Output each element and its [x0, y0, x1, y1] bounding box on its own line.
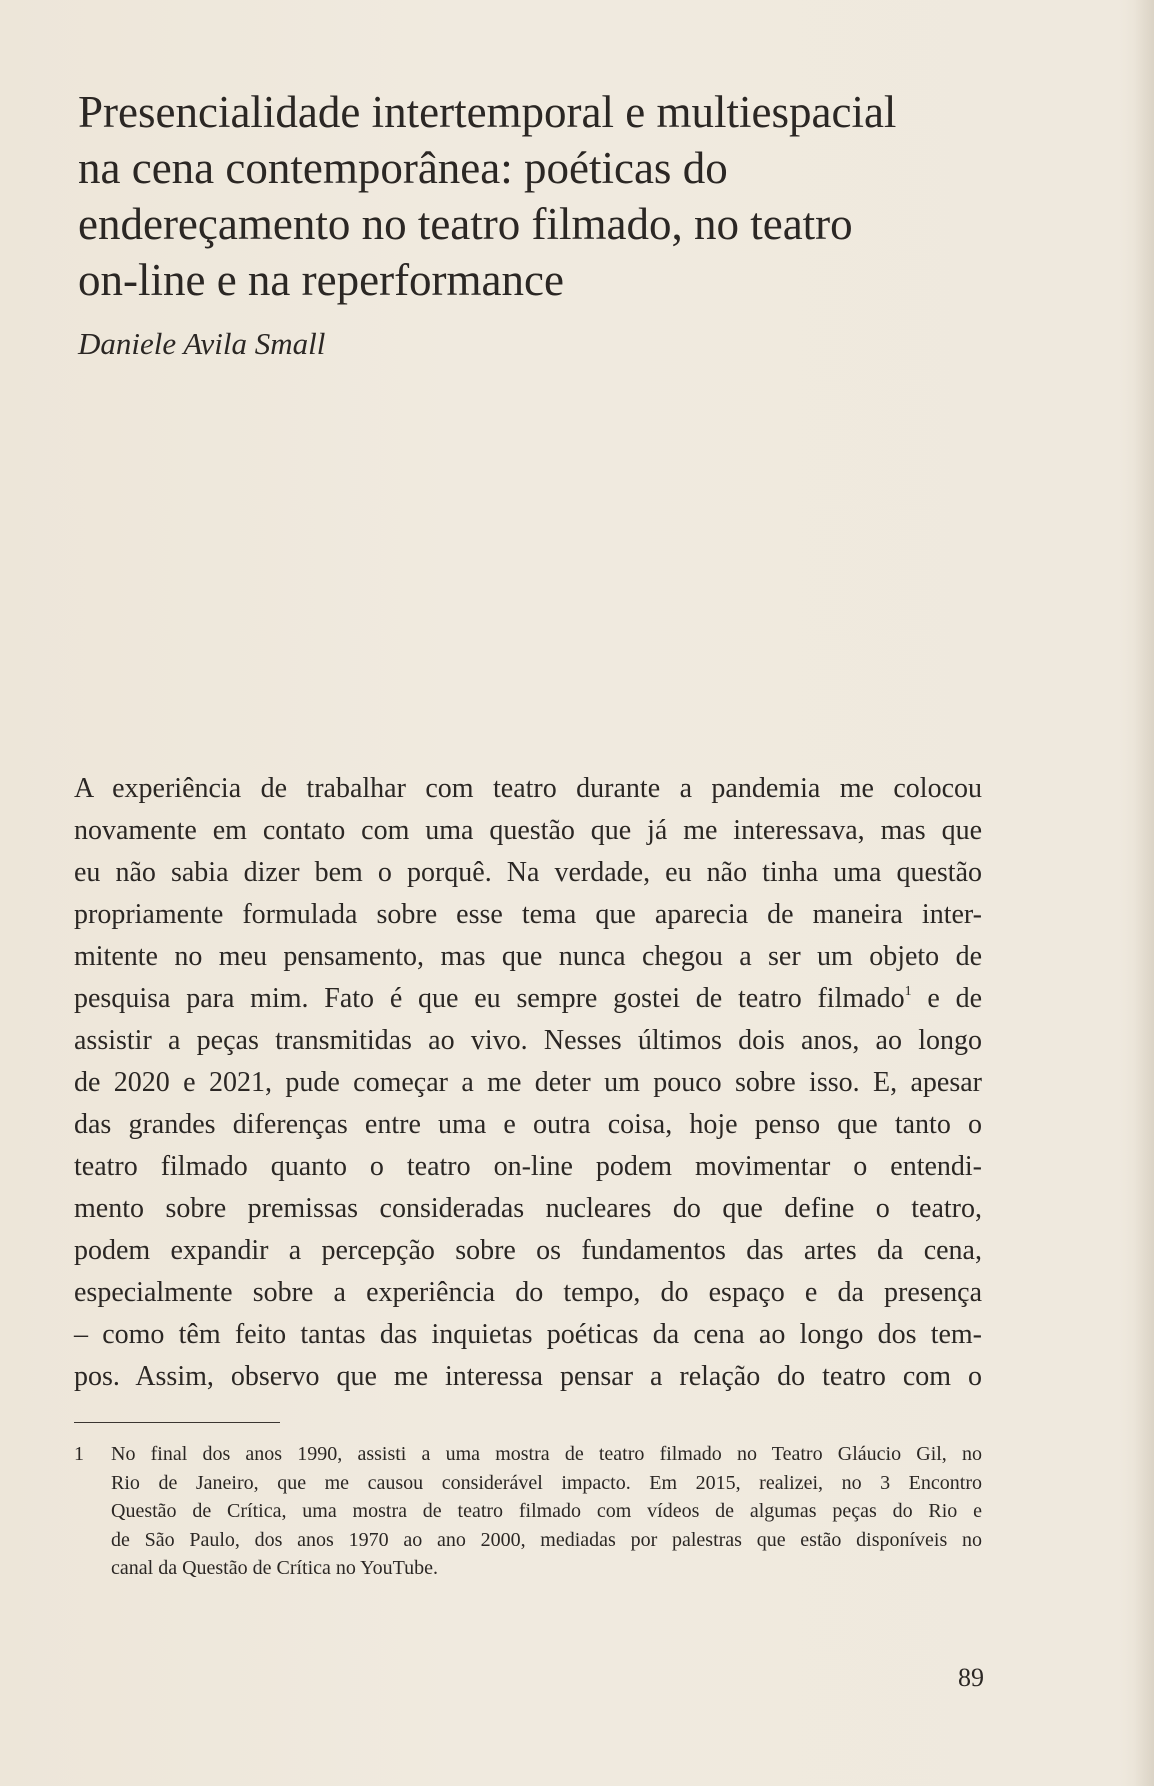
body-line: mitente no meu pensamento, mas que nunca chegou a ser um objeto de: [74, 941, 982, 972]
chapter-title-line: Presencialidade intertemporal e multiespacial: [78, 87, 897, 137]
footnote-line: No final dos anos 1990, assisti a uma mostra de teatro filmado no Teatro Gláucio Gil, no: [111, 1443, 982, 1465]
page-edge-shadow: [1134, 0, 1154, 1786]
body-line: novamente em contato com uma questão que já me interessava, mas que: [74, 815, 982, 846]
author-name: Daniele Avila Small: [78, 326, 326, 361]
footnote-line: Rio de Janeiro, que me causou considerável impacto. Em 2015, realizei, no 3 Encontro: [111, 1471, 982, 1494]
body-line-with-footnote: [74, 978, 982, 1020]
footnote-line: Questão de Crítica, uma mostra de teatro filmado com vídeos de algumas peças do Rio e: [111, 1500, 982, 1522]
footnote-reference[interactable]: 1: [904, 984, 912, 999]
footnote-divider: [74, 1422, 280, 1423]
body-line: mento sobre premissas consideradas nucleares do que define o teatro,: [74, 1193, 982, 1224]
page-number: 89: [958, 1663, 984, 1692]
chapter-title-line: on-line e na reperformance: [78, 255, 564, 305]
body-line-text: pesquisa para mim. Fato é que eu sempre gostei de teatro filmado: [74, 983, 905, 1014]
body-line: eu não sabia dizer bem o porquê. Na verdade, eu não tinha uma questão: [74, 857, 982, 888]
body-line: propriamente formulada sobre esse tema que aparecia de maneira inter-: [74, 899, 982, 930]
chapter-title: [78, 84, 1078, 308]
body-line: pos. Assim, observo que me interessa pensar a relação do teatro com o: [74, 1361, 982, 1392]
body-line: – como têm feito tantas das inquietas poéticas da cena ao longo dos tem-: [74, 1319, 982, 1350]
body-line: teatro filmado quanto o teatro on-line podem movimentar o entendi-: [74, 1151, 982, 1182]
chapter-title-line: endereçamento no teatro filmado, no teatro: [78, 199, 853, 249]
chapter-title-line: na cena contemporânea: poéticas do: [78, 143, 728, 193]
body-line: A experiência de trabalhar com teatro durante a pandemia me colocou: [74, 773, 982, 804]
body-text: [74, 768, 982, 1398]
body-line: podem expandir a percepção sobre os fundamentos das artes da cena,: [74, 1235, 982, 1266]
body-line: assistir a peças transmitidas ao vivo. Nesses últimos dois anos, ao longo: [74, 1025, 982, 1056]
footnote-line: canal da Questão de Crítica no YouTube.: [111, 1557, 438, 1579]
body-line: das grandes diferenças entre uma e outra coisa, hoje penso que tanto o: [74, 1109, 982, 1140]
body-line: especialmente sobre a experiência do tempo, do espaço e da presença: [74, 1277, 982, 1308]
body-line: de 2020 e 2021, pude começar a me deter um pouco sobre isso. E, apesar: [74, 1067, 982, 1098]
footnote-text: [111, 1440, 982, 1583]
body-line-tail: e de: [911, 983, 982, 1014]
footnote-line: de São Paulo, dos anos 1970 ao ano 2000, mediadas por palestras que estão disponíveis no: [111, 1528, 982, 1551]
footnote-number: 1: [74, 1443, 84, 1465]
